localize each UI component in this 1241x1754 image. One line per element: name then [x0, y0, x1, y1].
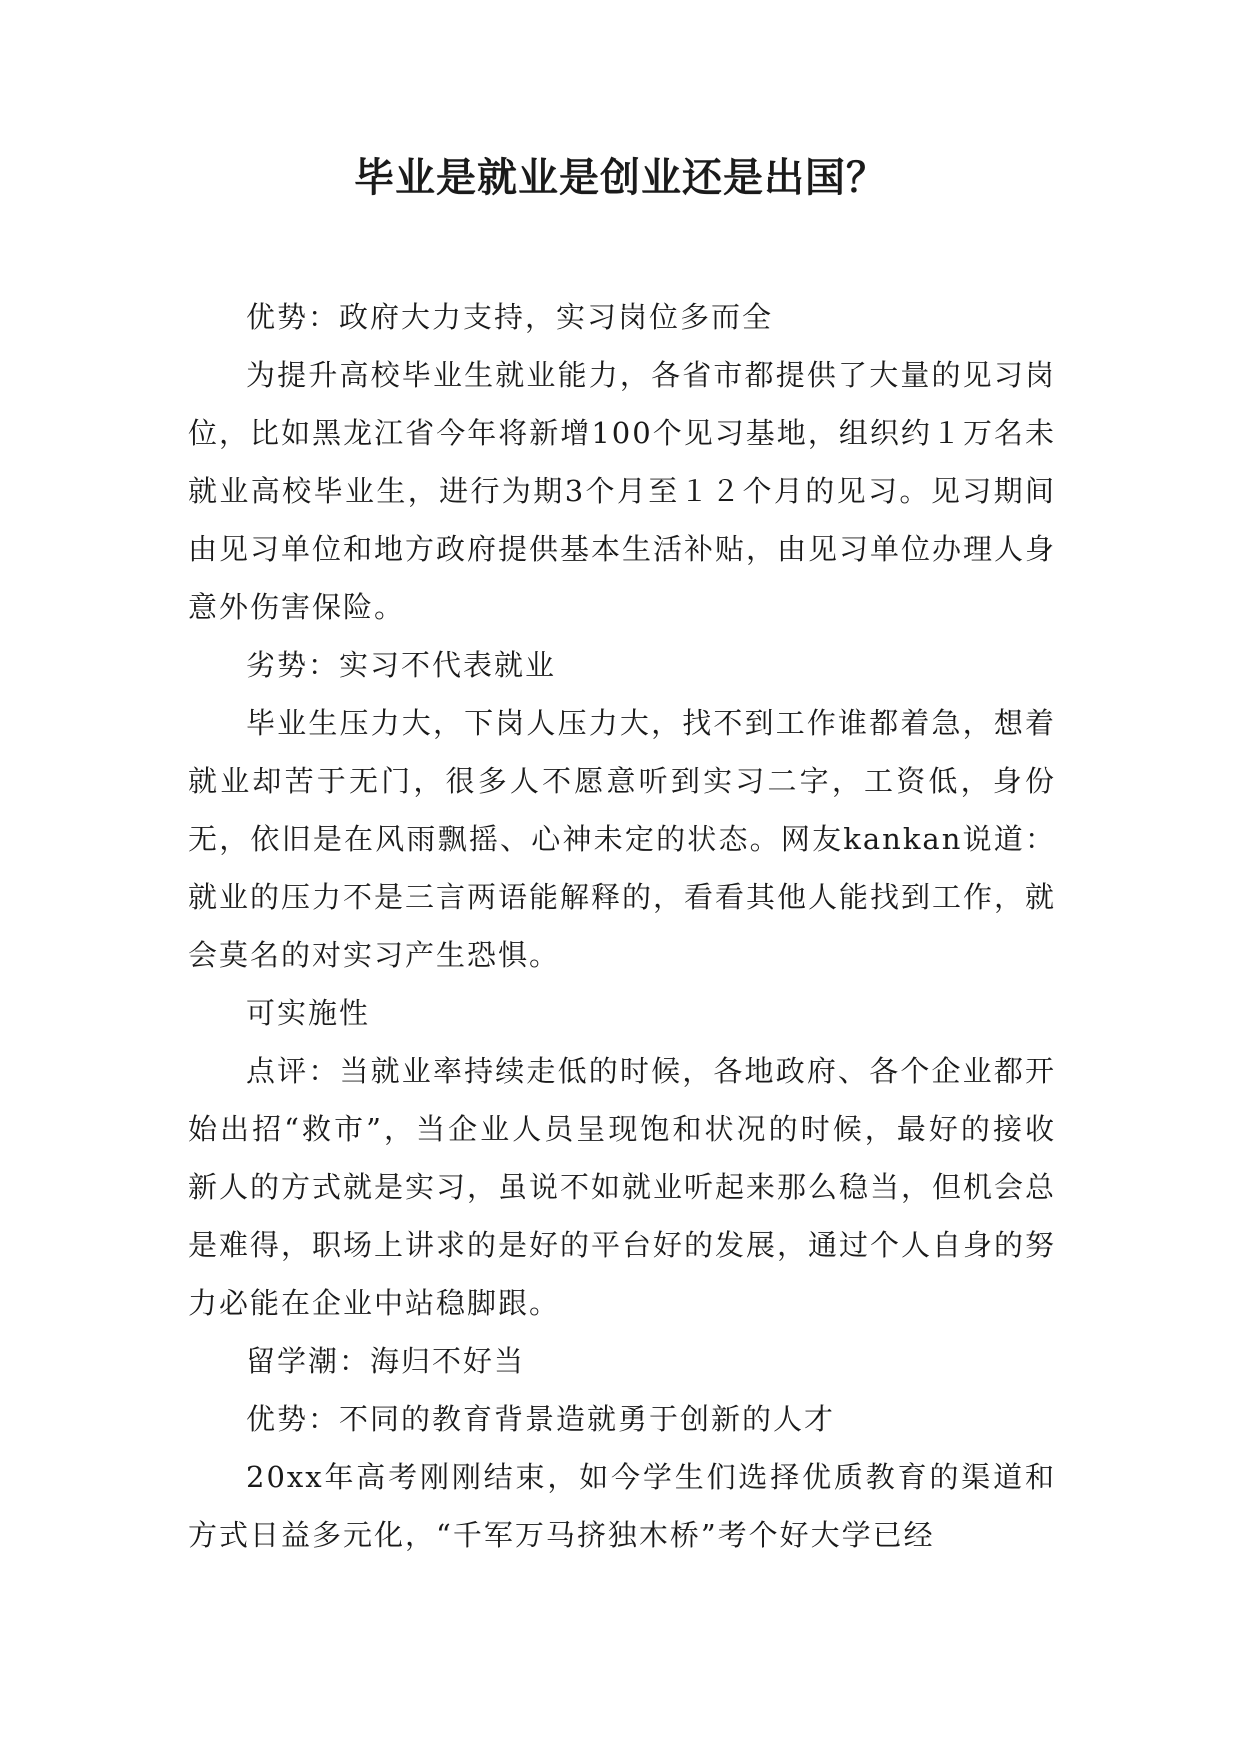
paragraph-disadvantage-heading: 劣势：实习不代表就业	[246, 648, 557, 682]
paragraph-graduate-pressure: 毕业生压力大，下岗人压力大，找不到工作谁都着急，想着就业却苦于无门，很多人不愿意听到实习二字，工资低，身份无，依旧是在风雨飘摇、心神未定的状态。网友kankan说道：就业的压力不是三言两语能解释的，看看其他人能找到工作，就会莫名的对实习产生恐惧。	[188, 706, 1057, 972]
paragraph-internship-positions: 为提升高校毕业生就业能力，各省市都提供了大量的见习岗位，比如黑龙江省今年将新增100个见习基地，组织约１万名未就业高校毕业生，进行为期3个月至１２个月的见习。见习期间由见习单位和地方政府提供基本生活补贴，由见习单位办理人身意外伤害保险。	[188, 358, 1057, 624]
paragraph-feasibility-heading: 可实施性	[246, 996, 371, 1030]
paragraph-study-abroad-advantage: 优势：不同的教育背景造就勇于创新的人才	[246, 1402, 836, 1436]
paragraph-commentary: 点评：当就业率持续走低的时候，各地政府、各个企业都开始出招“救市”，当企业人员呈现饱和状况的时候，最好的接收新人的方式就是实习，虽说不如就业听起来那么稳当，但机会总是难得，职场上讲求的是好的平台好的发展，通过个人自身的努力必能在企业中站稳脚跟。	[188, 1054, 1057, 1320]
paragraph-study-abroad-heading: 留学潮：海归不好当	[246, 1344, 526, 1378]
document-title: 毕业是就业是创业还是出国？	[354, 154, 887, 201]
paragraph-gaokao: 20xx年高考刚刚结束，如今学生们选择优质教育的渠道和方式日益多元化，“千军万马挤独木桥”考个好大学已经	[188, 1460, 1056, 1552]
document-body	[188, 288, 1056, 1564]
paragraph-advantage-heading: 优势：政府大力支持，实习岗位多而全	[246, 300, 774, 334]
